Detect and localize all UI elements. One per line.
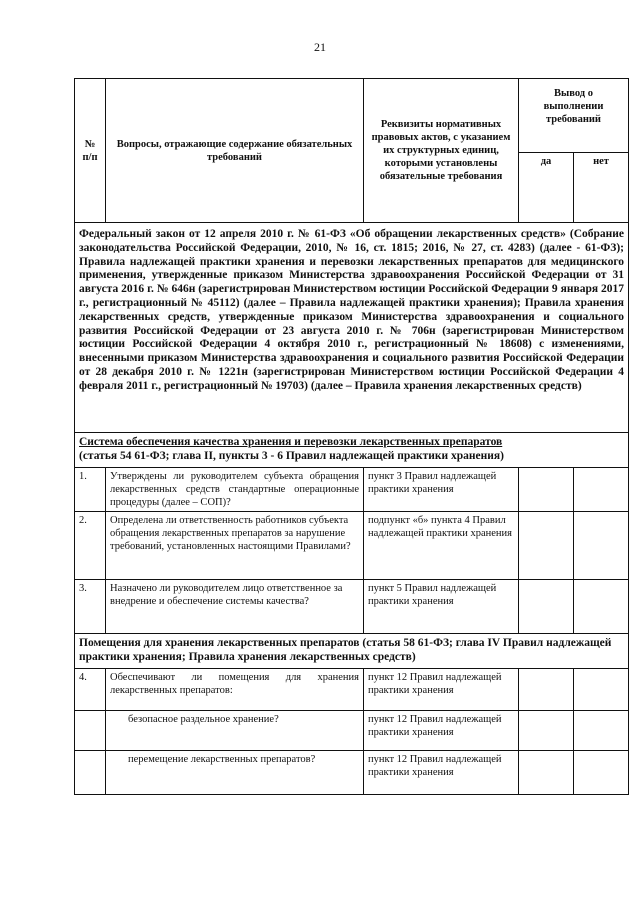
row-question: безопасное раздельное хранение? <box>106 711 364 751</box>
row-num: 4. <box>75 669 106 711</box>
row-ref: пункт 12 Правил надлежащей практики хранения <box>364 669 519 711</box>
row-yes-cell[interactable] <box>519 512 574 580</box>
row-question: Утверждены ли руководителем субъекта обращения лекарственных средств стандартные операционные процедуры (далее – СОП)? <box>106 468 364 512</box>
row-ref: пункт 12 Правил надлежащей практики хранения <box>364 711 519 751</box>
table-row <box>75 580 629 634</box>
header-num: № п/п <box>75 79 106 223</box>
section-row <box>75 634 629 669</box>
table-row <box>75 669 629 711</box>
header-conclusion: Вывод о выполнении требований <box>519 79 629 153</box>
row-ref: пункт 12 Правил надлежащей практики хранения <box>364 751 519 795</box>
section-title: Помещения для хранения лекарственных препаратов (статья 58 61-ФЗ; глава IV Правил надлежащей практики хранения; Правила хранения лекарственных средств) <box>75 634 629 669</box>
row-no-cell[interactable] <box>574 512 629 580</box>
section-subtitle: (статья 54 61-ФЗ; глава II, пункты 3 - 6 Правил надлежащей практики хранения) <box>79 450 504 462</box>
row-yes-cell[interactable] <box>519 711 574 751</box>
table-row <box>75 751 629 795</box>
section-row <box>75 433 629 468</box>
requirements-table <box>74 78 629 795</box>
row-num: 2. <box>75 512 106 580</box>
law-block: Федеральный закон от 12 апреля 2010 г. № 61-ФЗ «Об обращении лекарственных средств» (Собрание законодательства Российской Федерации, 2010, № 16, ст. 1815; 2016, № 27, ст. 4283) (далее - 61-ФЗ); Правила надлежащей практики хранения и перевозки лекарственных препаратов для медицинского применения, утвержденные приказом Министерства здравоохранения Российской Федерации от 31 августа 2016 г. № 646н (зарегистрирован Министерством юстиции Российской Федерации 9 января 2017 г., регистрационный № 45112) (далее – Правила надлежащей практики хранения); Правила хранения лекарственных средств, утвержденные приказом Министерства здравоохранения и социального развития Российской Федерации от 23 августа 2010 г. № 706н (зарегистрирован Министерством юстиции Российской Федерации 4 октября 2010 г., регистрационный № 18608) с изменениями, внесенными приказом Министерства здравоохранения и социального развития Российской Федерации от 28 декабря 2010 г. № 1221н (зарегистрирован Министерством юстиции Российской Федерации 4 февраля 2011 г., регистрационный № 19703) (далее – Правила хранения лекарственных средств) <box>75 223 629 433</box>
row-num: 1. <box>75 468 106 512</box>
table-header-row <box>75 79 629 153</box>
header-no: нет <box>574 153 629 223</box>
row-ref: пункт 3 Правил надлежащей практики хранения <box>364 468 519 512</box>
row-num: 3. <box>75 580 106 634</box>
row-yes-cell[interactable] <box>519 669 574 711</box>
row-ref: подпункт «б» пункта 4 Правил надлежащей практики хранения <box>364 512 519 580</box>
header-requisites: Реквизиты нормативных правовых актов, с указанием их структурных единиц, которыми установлены обязательные требования <box>364 79 519 223</box>
row-no-cell[interactable] <box>574 580 629 634</box>
row-question: Обеспечивают ли помещения для хранения лекарственных препаратов: <box>106 669 364 711</box>
row-ref: пункт 5 Правил надлежащей практики хранения <box>364 580 519 634</box>
row-no-cell[interactable] <box>574 468 629 512</box>
table-row <box>75 711 629 751</box>
header-yes: да <box>519 153 574 223</box>
header-questions: Вопросы, отражающие содержание обязательных требований <box>106 79 364 223</box>
law-block-row <box>75 223 629 433</box>
row-num <box>75 751 106 795</box>
row-yes-cell[interactable] <box>519 580 574 634</box>
row-no-cell[interactable] <box>574 751 629 795</box>
page-number: 21 <box>314 40 326 54</box>
row-no-cell[interactable] <box>574 711 629 751</box>
row-no-cell[interactable] <box>574 669 629 711</box>
row-yes-cell[interactable] <box>519 468 574 512</box>
section-title: Система обеспечения качества хранения и перевозки лекарственных препаратов <box>79 436 503 448</box>
row-yes-cell[interactable] <box>519 751 574 795</box>
table-row <box>75 468 629 512</box>
table-row <box>75 512 629 580</box>
row-question: перемещение лекарственных препаратов? <box>106 751 364 795</box>
row-question: Назначено ли руководителем лицо ответственное за внедрение и обеспечение системы качества? <box>106 580 364 634</box>
row-question: Определена ли ответственность работников субъекта обращения лекарственных препаратов за нарушение требований, установленных настоящими Правилами? <box>106 512 364 580</box>
row-num <box>75 711 106 751</box>
